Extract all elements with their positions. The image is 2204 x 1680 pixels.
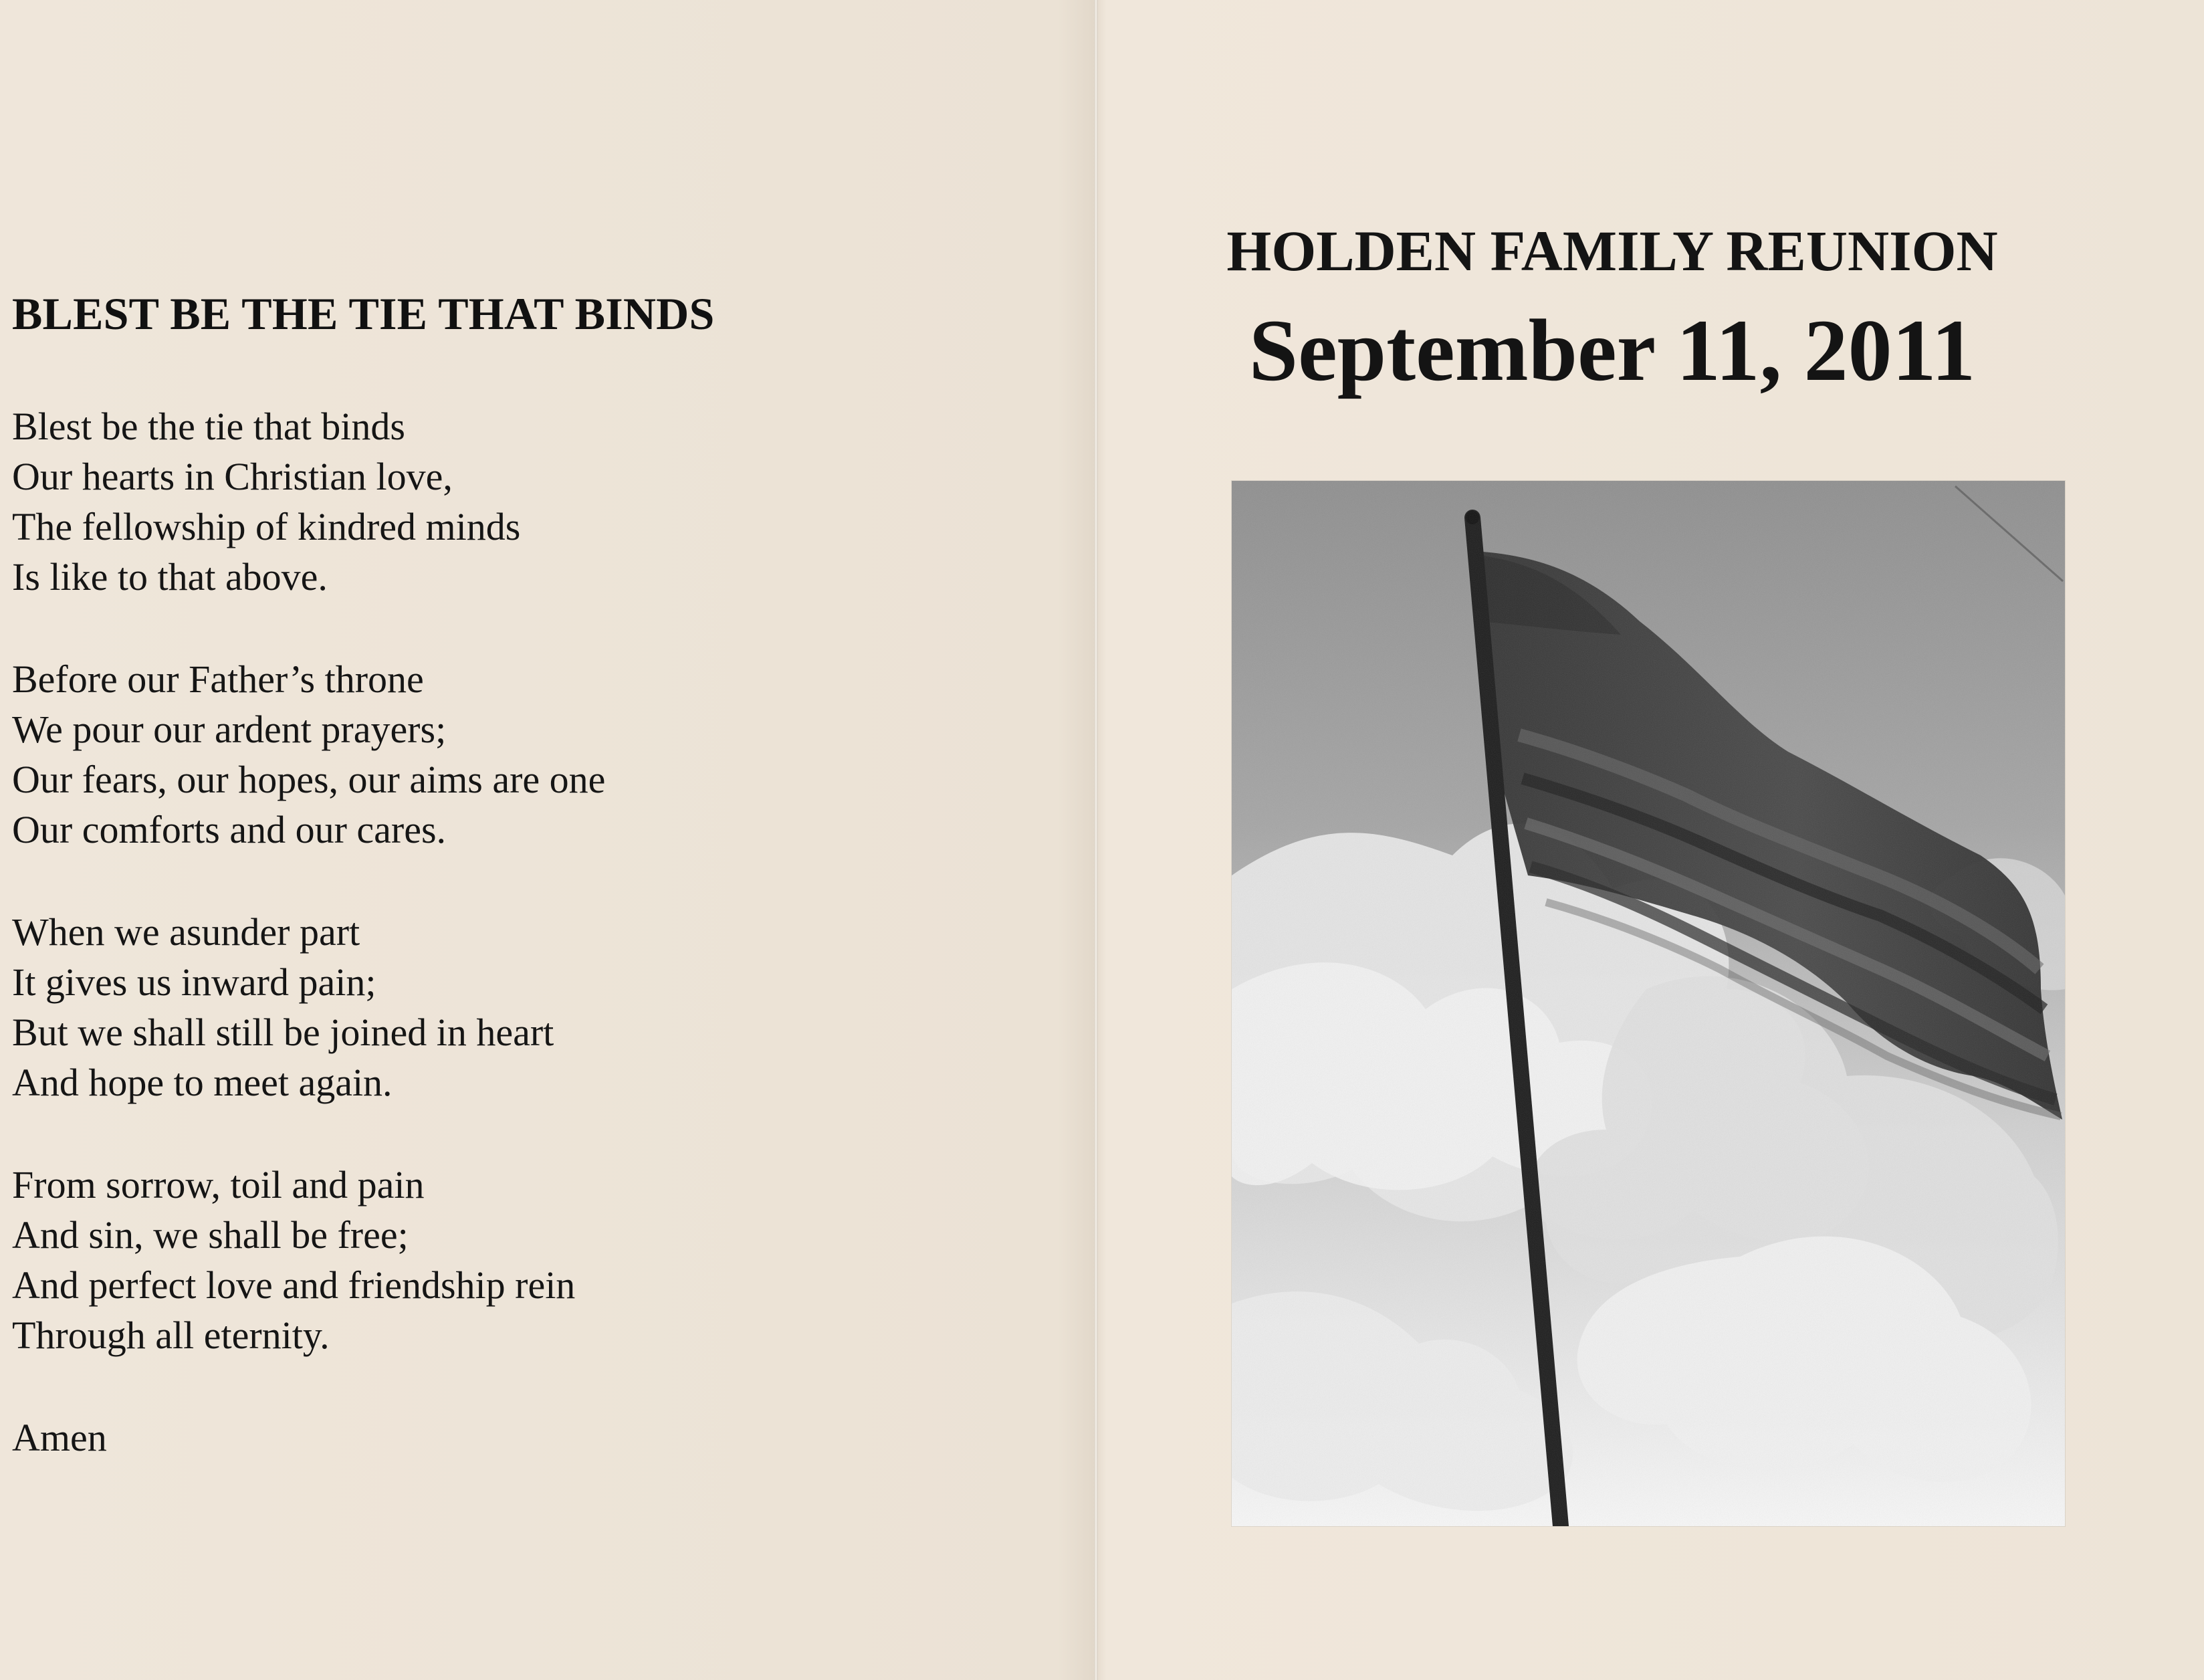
stanza-3-line-4: And hope to meet again.: [12, 1061, 393, 1104]
stanza-2: [12, 654, 1015, 855]
stanza-3: [12, 907, 1015, 1108]
hymn-title: BLEST BE THE TIE THAT BINDS: [12, 288, 715, 339]
stanza-1: [12, 401, 1015, 602]
stanza-1-line-4: Is like to that above.: [12, 555, 328, 599]
stanza-4-line-3: And perfect love and friendship rein: [12, 1263, 576, 1307]
stanza-1-line-2: Our hearts in Christian love,: [12, 455, 453, 498]
stanza-2-line-3: Our fears, our hopes, our aims are one: [12, 758, 606, 801]
hymn-text: [12, 401, 1015, 1463]
stanza-4-line-4: Through all eternity.: [12, 1314, 330, 1357]
hymn-closing: Amen: [12, 1416, 107, 1459]
reunion-date: September 11, 2011: [1248, 301, 1976, 399]
reunion-title: HOLDEN FAMILY REUNION: [1226, 219, 1998, 283]
stanza-1-line-1: Blest be the tie that binds: [12, 405, 405, 448]
stanza-4: [12, 1160, 1015, 1360]
stanza-3-line-3: But we shall still be joined in heart: [12, 1011, 554, 1054]
stanza-3-line-1: When we asunder part: [12, 910, 360, 954]
stanza-4-line-1: From sorrow, toil and pain: [12, 1163, 425, 1206]
hymn-page: [0, 0, 1097, 1680]
stanza-4-line-2: And sin, we shall be free;: [12, 1213, 409, 1257]
stanza-2-line-2: We pour our ardent prayers;: [12, 708, 447, 751]
stanza-3-line-2: It gives us inward pain;: [12, 960, 376, 1004]
stanza-1-line-3: The fellowship of kindred minds: [12, 505, 521, 548]
flag-photo: [1232, 481, 2065, 1526]
stanza-2-line-4: Our comforts and our cares.: [12, 808, 447, 851]
stanza-2-line-1: Before our Father’s throne: [12, 657, 424, 701]
flag-photo-icon: [1232, 481, 2065, 1526]
